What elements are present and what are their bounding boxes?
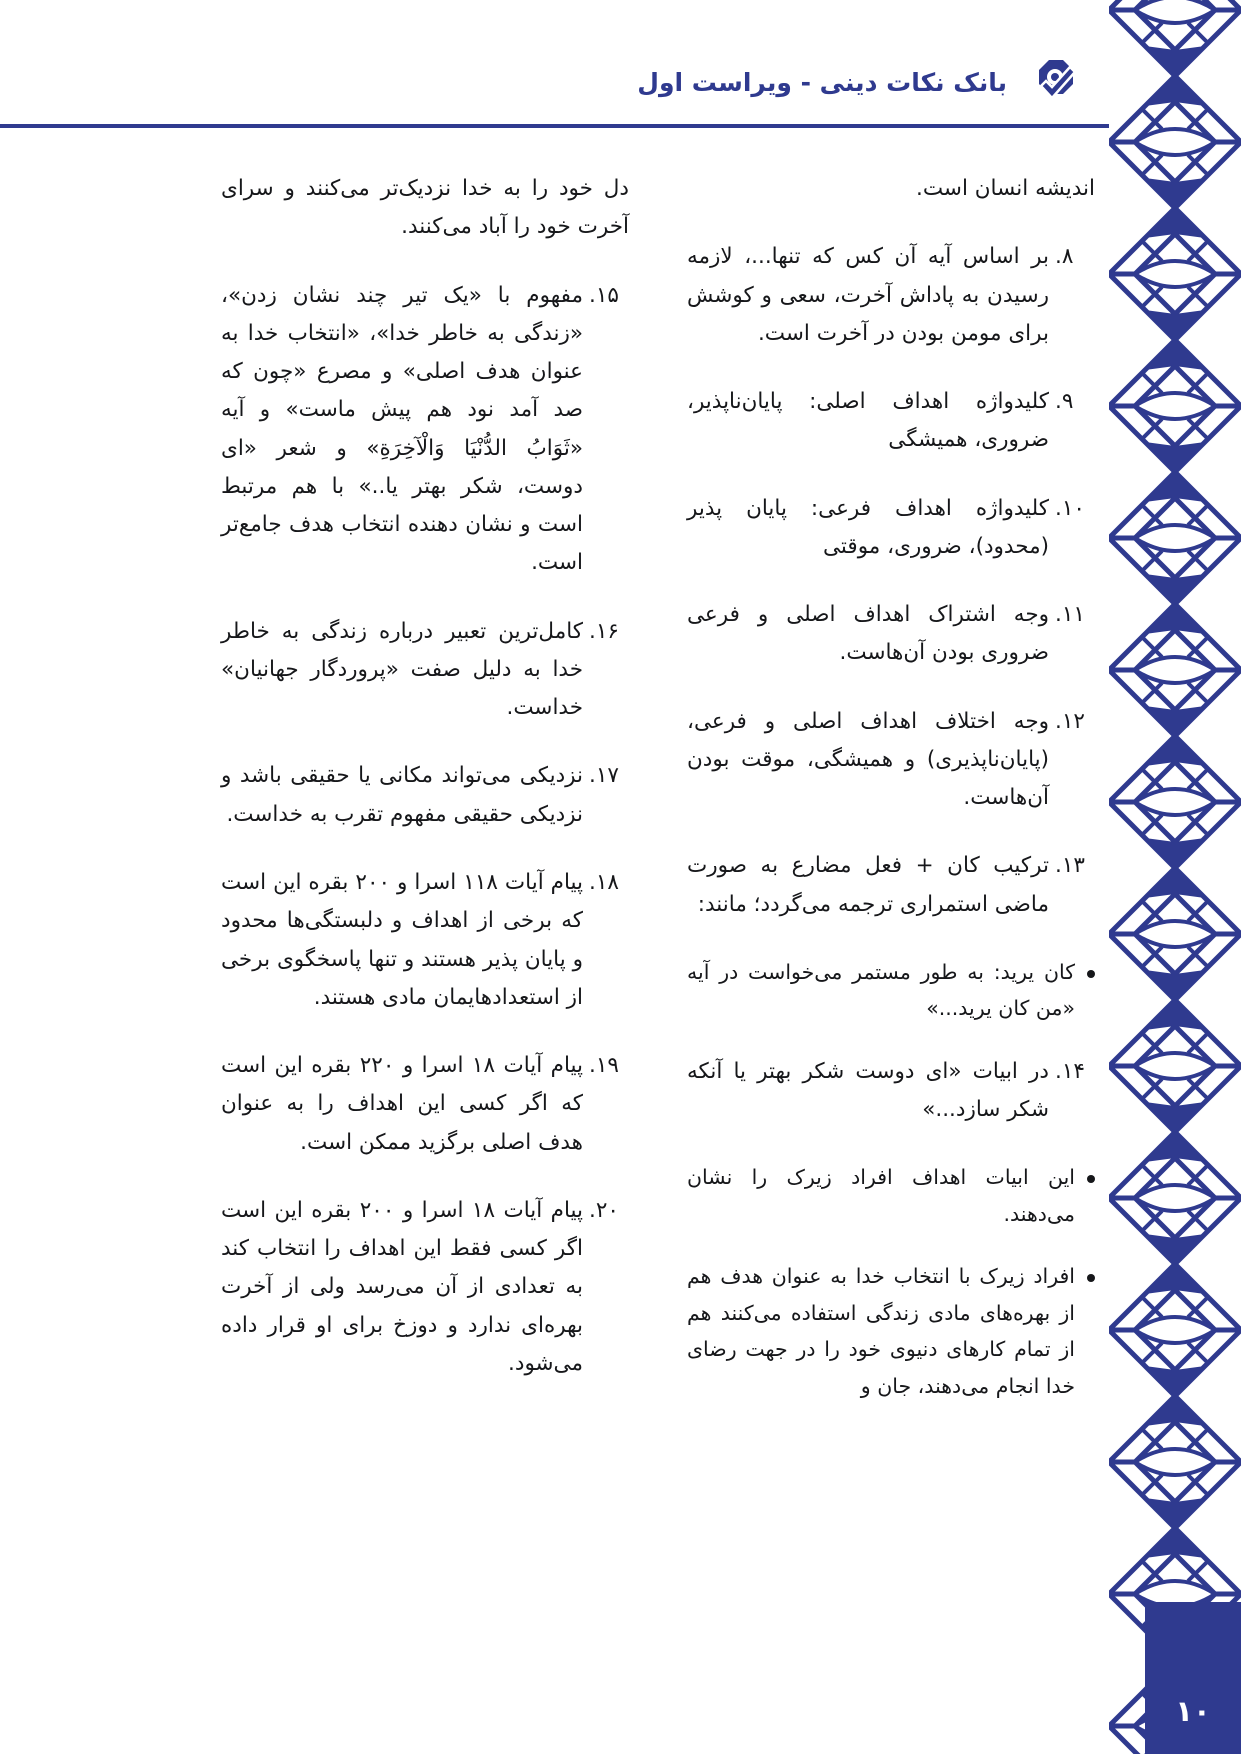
list-item-text: پیام آیات ۱۸ اسرا و ۲۰۰ بقره این است اگر کسی فقط این اهداف را انتخاب کند به تعدادی از آن می‌رسد ولی از آخرت بهره‌ای ندارد و دوزخ برای او قرار داده می‌شود. (221, 1197, 583, 1376)
list-item (221, 864, 629, 1017)
column-right (687, 170, 1095, 1430)
list-item-number: ۱۸. (589, 869, 619, 895)
list-item-number: ۱۶. (589, 618, 619, 644)
list-item-number: ۸. (1055, 244, 1074, 270)
list-item-text: کلیدواژه اهداف اصلی: پایان‌ناپذیر، ضروری، همیشگی (687, 389, 1049, 453)
list-item-text: وجه اشتراک اهداف اصلی و فرعی ضروری بودن آن‌هاست. (687, 602, 1049, 666)
list-item-number: ۱۹. (589, 1053, 619, 1079)
list-item (687, 490, 1095, 567)
list-item (687, 703, 1095, 818)
bullet-item-text: این ابیات اهداف افراد زیرک را نشان می‌دهند. (687, 1165, 1075, 1226)
list-item-text: بر اساس آیه آن کس که تنها...، لازمه رسیدن به پاداش آخرت، سعی و کوشش برای مومن بودن در آخرت است. (687, 244, 1049, 346)
list-item-text: پیام آیات ۱۱۸ اسرا و ۲۰۰ بقره این است که برخی از اهداف و دلبستگی‌ها محدود و پایان پذیر هستند و تنها پاسخگوی برخی از استعدادهایمان مادی هستند. (221, 869, 583, 1010)
list-item (687, 1053, 1095, 1130)
list-item-text: کامل‌ترین تعبیر درباره زندگی به خاطر خدا به دلیل صفت «پروردگار جهانیان» خداست. (221, 618, 583, 721)
bullet-dot-icon (1087, 1175, 1095, 1183)
page-number-badge (1145, 1602, 1241, 1754)
list-item-text: ترکیب کان + فعل مضارع به صورت ماضی استمراری ترجمه می‌گردد؛ مانند: (687, 853, 1049, 917)
page-content (96, 170, 1095, 1430)
bullet-item-text: کان یرید: به طور مستمر می‌خواست در آیه «من کان یرید...» (687, 959, 1075, 1021)
page-title: بانک نکات دینی - ویراست اول (637, 67, 1007, 97)
check-badge-icon (1029, 56, 1081, 108)
list-item (221, 757, 629, 834)
page-header (0, 0, 1109, 126)
list-item-text: پیام آیات ۱۸ اسرا و ۲۲۰ بقره این است که اگر کسی این اهداف را به عنوان هدف اصلی برگزید ممکن است. (221, 1053, 583, 1155)
list-item-text: کلیدواژه اهداف فرعی: پایان پذیر (محدود)، ضروری، موقتی (687, 495, 1049, 559)
list-item-number: ۱۲. (1055, 708, 1085, 734)
list-item (687, 596, 1095, 673)
list-item-number: ۱۷. (589, 763, 619, 789)
list-item-number: ۱۳. (1055, 853, 1085, 879)
list-item-text: وجه اختلاف اهداف اصلی و فرعی، (پایان‌ناپذیری) و همیشگی، موقت بودن آن‌هاست. (687, 708, 1049, 811)
list-item-number: ۱۵. (589, 282, 619, 308)
list-item-text: نزدیکی می‌تواند مکانی یا حقیقی باشد و نزدیکی حقیقی مفهوم تقرب به خداست. (221, 763, 583, 827)
list-item (687, 238, 1095, 353)
list-item (221, 1047, 629, 1162)
paragraph-continuation: اندیشه انسان است. (915, 176, 1095, 201)
list-item (221, 277, 629, 583)
list-item-number: ۱۴. (1055, 1058, 1085, 1084)
list-item-number: ۹. (1055, 389, 1074, 415)
list-item-text: مفهوم با «یک تیر چند نشان زدن»، «زندگی به خاطر خدا»، «انتخاب خدا به عنوان هدف اصلی» و مصرع «چون که صد آمد نود هم پیش ماست» و آیه «ثَوَابُ الدُّنْیَا وَالْآخِرَةِ» و شعر «ای دوست، شکر بهتر یا..» با هم مرتبط است و نشان دهنده انتخاب هدف جامع‌تر است. (221, 282, 583, 576)
bullet-item (687, 954, 1095, 1027)
header-divider (0, 124, 1109, 128)
list-item-number: ۲۰. (589, 1197, 619, 1223)
list-item-number: ۱۱. (1055, 602, 1085, 628)
page-number: ۱۰ (1175, 1694, 1211, 1728)
column-left (221, 170, 629, 1430)
bullet-item (687, 1258, 1095, 1404)
list-item-text: در ابیات «ای دوست شکر بهتر یا آنکه شکر سازد...» (687, 1058, 1049, 1123)
list-item-number: ۱۰. (1055, 495, 1085, 521)
list-item (221, 1192, 629, 1383)
list-item (687, 383, 1095, 460)
bullet-item (687, 1159, 1095, 1232)
bullet-dot-icon (1087, 1274, 1095, 1282)
bullet-dot-icon (1087, 970, 1095, 978)
list-item (687, 847, 1095, 924)
bullet-item-text: افراد زیرک با انتخاب خدا به عنوان هدف هم از بهره‌های مادی زندگی استفاده می‌کنند هم از تمام کارهای دنیوی خود را در جهت رضای خدا انجام می‌دهند، جان و (687, 1264, 1075, 1398)
ornamental-border-pattern (1109, 0, 1241, 1754)
list-item (221, 613, 629, 728)
paragraph-continuation: دل خود را به خدا نزدیک‌تر می‌کنند و سرای آخرت خود را آباد می‌کنند. (221, 176, 629, 240)
